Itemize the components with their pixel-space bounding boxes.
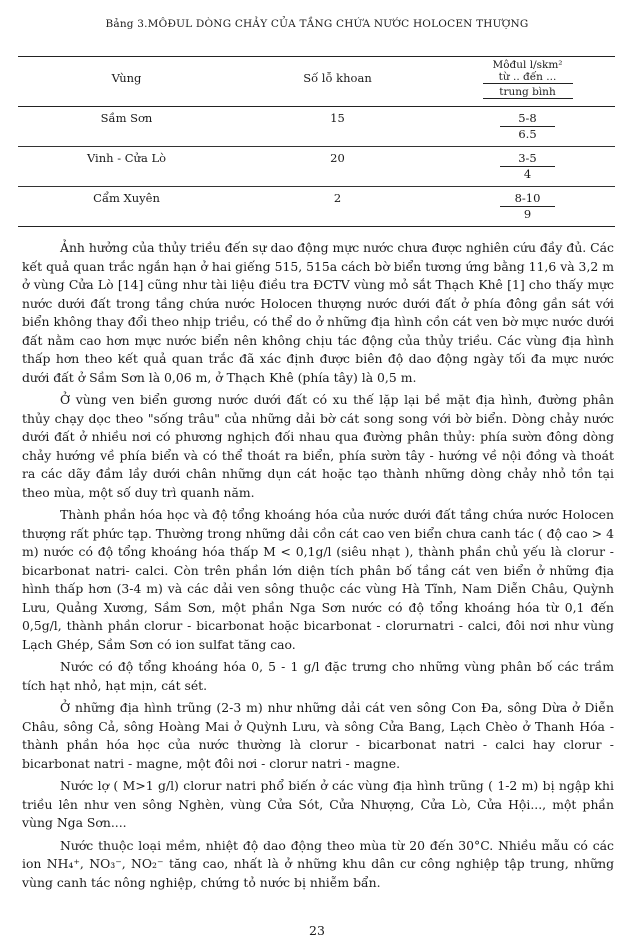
modul-mean: 4 (523, 167, 532, 181)
cell-modul (440, 147, 615, 187)
cell-region: Vinh - Cửa Lò (86, 151, 167, 165)
modul-range: 5-8 (500, 111, 555, 127)
modul-mean: 9 (523, 207, 532, 221)
page-number: 23 (309, 923, 325, 938)
paragraph: Ảnh hưởng của thủy triều đến sự dao động mực nước chưa được nghiên cứu đầy đủ. Các kết quả quan trắc ngắn hạn ở hai giếng 515, 515a cách bờ biển tương ứng bằng 11,6 và 3,2 m ở vùng Cửa Lò [14] cũng như tài liệu điều tra ĐCTV vùng mỏ sắt Thạch Khê [1] cho thấy mực nước dưới đất trong tầng chứa nước Holocen thượng nước dưới đất ở phía đông gần sát với biển không thay đổi theo nhịp triều, có thể do ở những địa hình cồn cát ven bờ mực nước dưới đất nằm cao hơn mực nước biển nên không chịu tác động của thủy triều. Các vùng địa hình thấp hơn theo kết quả quan trắc đã xác định được biên độ dao động ngày tối đa mực nước dưới đất ở Sầm Sơn là 0,06 m, ở Thạch Khê (phía tây) là 0,5 m. (22, 240, 614, 385)
paragraph: Thành phần hóa học và độ tổng khoáng hóa của nước dưới đất tầng chứa nước Holocen thượng rất phức tạp. Thường trong những dải cồn cát cao ven biển chưa canh tác ( độ cao > 4 m) nước có độ tổng khoáng hóa thấp M < 0,1g/l (siêu nhạt ), thành phần chủ yếu là clorur - bicarbonat natri- calci. Còn trên phần lớn diện tích phân bố tầng cát ven biển ở những địa hình thấp hơn (3-4 m) và các dải ven sông thuộc các vùng Hà Tĩnh, Nam Diễn Châu, Quỳnh Lưu, Quảng Xương, Sầm Sơn, một phần Nga Sơn nước có độ tổng khoáng hóa từ 0,1 đến 0,5g/l, thành phần clorur - bicarbonat hoặc bicarbonat - clorurnatri - calci, đôi nơi như vùng Lạch Ghép, Sầm Sơn có ion sulfat tăng cao. (22, 507, 614, 652)
paragraph: Nước lợ ( M>1 g/l) clorur natri phổ biến ở các vùng địa hình trũng ( 1-2 m) bị ngập khi triều lên như ven sông Nghèn, vùng Cửa Sót, Cửa Nhượng, Cửa Lò, Cửa Hội..., một phần vùng Nga Sơn.... (22, 778, 614, 830)
modul-fraction (500, 191, 555, 222)
cell-region: Cẩm Xuyên (93, 191, 160, 205)
paragraph: Nước có độ tổng khoáng hóa 0, 5 - 1 g/l đặc trưng cho những vùng phân bố các trầm tích hạt nhỏ, hạt mịn, cát sét. (22, 659, 614, 693)
table-row (18, 147, 615, 187)
body-text (22, 239, 614, 896)
modul-fraction (500, 111, 555, 142)
cell-modul (440, 187, 615, 227)
modul-range: 8-10 (500, 191, 555, 207)
table-row (18, 107, 615, 147)
paragraph: Nước thuộc loại mềm, nhiệt độ dao động theo mùa từ 20 đến 30°C. Nhiều mẫu có các ion NH₄⁺, NO₃⁻, NO₂⁻ tăng cao, nhất là ở những khu dân cư công nghiệp tập trung, những vùng canh tác nông nghiệp, chứng tỏ nước bị nhiễm bẩn. (22, 837, 614, 890)
header-modul (440, 57, 615, 107)
modul-table (18, 56, 615, 227)
header-region: Vùng (111, 71, 142, 85)
modul-range: 3-5 (500, 151, 555, 167)
cell-wells: 15 (330, 111, 345, 125)
header-modul-range: từ .. đến ... (483, 71, 573, 84)
cell-wells: 2 (333, 191, 342, 205)
header-modul-mean: trung bình (483, 86, 573, 99)
modul-fraction (500, 151, 555, 182)
table-header-row (18, 57, 615, 107)
cell-wells: 20 (330, 151, 345, 165)
table-row (18, 187, 615, 227)
table-title: Bảng 3.MÔĐUL DÒNG CHẢY CỦA TẦNG CHỨA NƯỚC HOLOCEN THƯỢNG (105, 18, 529, 30)
header-modul-unit: Môđul l/skm² (492, 59, 563, 71)
paragraph: Ở những địa hình trũng (2-3 m) như những dải cát ven sông Con Đa, sông Dừa ở Diễn Châu, sông Cả, sông Hoàng Mai ở Quỳnh Lưu, và sông Cửa Bang, Lạch Chèo ở Thanh Hóa - thành phần hóa học của nước thường là clorur - bicarbonat natri - calci hay clorur - bicarbonat natri - magne, một đôi nơi - clorur natri - magne. (22, 700, 614, 771)
header-wells: Số lỗ khoan (303, 71, 372, 85)
paragraph: Ở vùng ven biển gương nước dưới đất có xu thế lặp lại bề mặt địa hình, đường phân thủy chạy dọc theo "sống trâu" của những dải bờ cát song song với bờ biển. Dòng chảy nước dưới đất ở nhiều nơi có phương nghịch đối nhau qua đường phân thủy: phía sườn đông dòng chảy hướng về phía biển và có thể thoát ra biển, phía sườn tây - hướng về nội đồng và thoát ra các dãy đầm lầy dưới chân những dụn cát hoặc tạo thành những dòng chảy nhỏ tồn tại theo mùa, một số duy trì quanh năm. (22, 392, 614, 500)
cell-modul (440, 107, 615, 147)
cell-region: Sầm Sơn (100, 111, 153, 125)
modul-mean: 6.5 (518, 127, 537, 141)
